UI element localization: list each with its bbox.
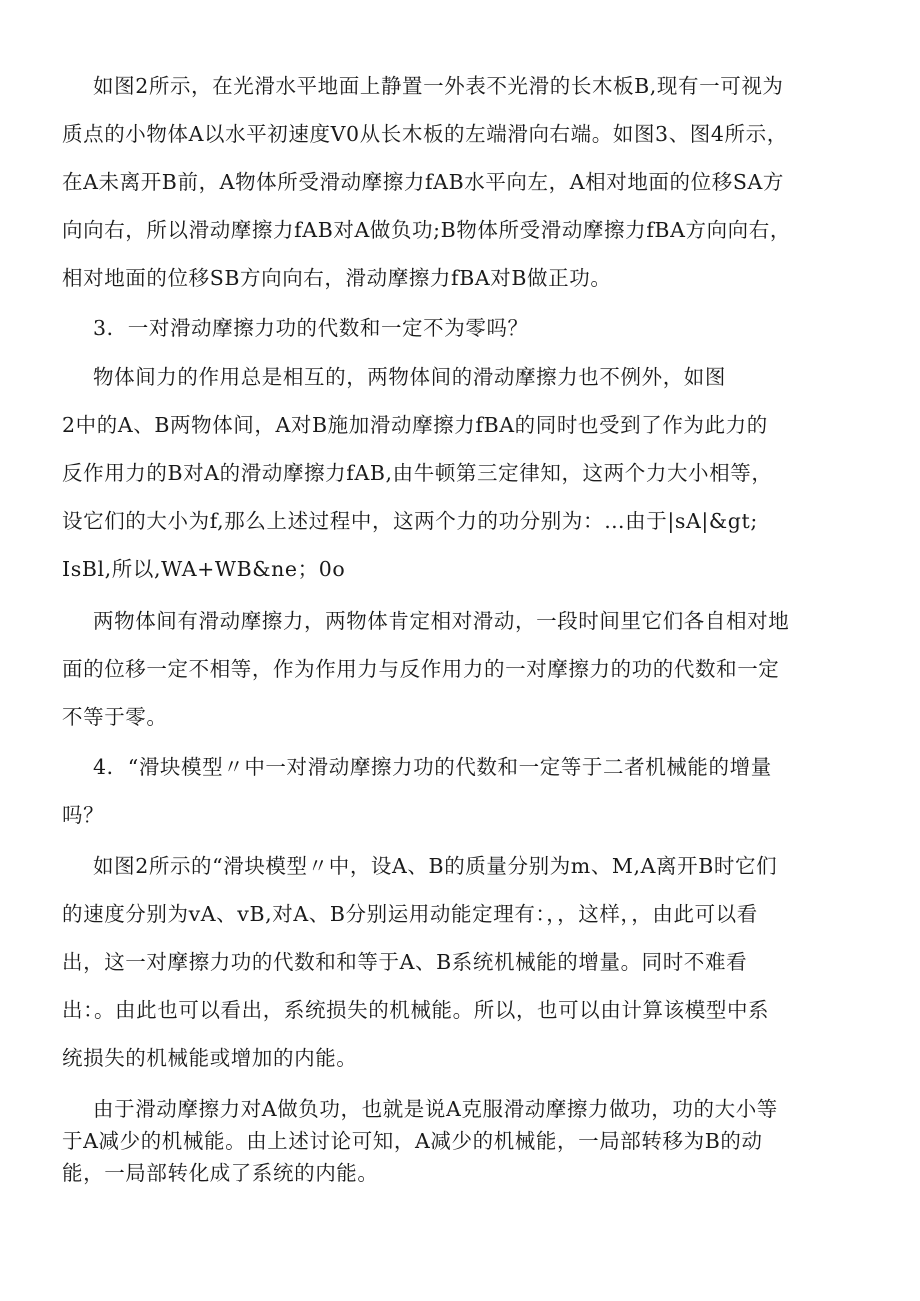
text-line: 出：。由此也可以看出，系统损失的机械能。所以，也可以由计算该模型中系 [62, 998, 770, 1022]
text-line: 反作用力的B对A的滑动摩擦力fAB,由牛顿第三定律知，这两个力大小相等， [62, 461, 773, 485]
text-line: 面的位移一定不相等，作为作用力与反作用力的一对摩擦力的功的代数和一定 [62, 657, 780, 681]
text-line: 的速度分别为vA、vB,对A、B分别运用动能定理有：，，这样，，由此可以看 [62, 902, 758, 926]
text-line: 不等于零。 [62, 705, 168, 729]
text-line: 如图2所示的“滑块模型〃中，设A、B的质量分别为m、M,A离开B时它们 [93, 854, 778, 878]
text-line: 出，这一对摩擦力功的代数和和等于A、B系统机械能的增量。同时不难看 [62, 950, 748, 974]
text-line: 2中的A、B两物体间，A对B施加滑动摩擦力fBA的同时也受到了作为此力的 [62, 413, 768, 437]
text-line: 两物体间有滑动摩擦力，两物体肯定相对滑动，一段时间里它们各自相对地 [93, 609, 790, 633]
text-line: IsBl,所以,WA+WB&ne；0o [62, 557, 346, 581]
section-heading: 吗？ [62, 803, 105, 827]
text-line: 于A减少的机械能。由上述讨论可知，A减少的机械能，一局部转移为B的动 [62, 1129, 763, 1153]
text-line: 质点的小物体A以水平初速度V0从长木板的左端滑向右端。如图3、图4所示， [62, 122, 788, 146]
text-line: 物体间力的作用总是相互的，两物体间的滑动摩擦力也不例外，如图 [93, 365, 726, 389]
text-line: 相对地面的位移SB方向向右，滑动摩擦力fBA对B做正功。 [62, 266, 612, 290]
text-line: 如图2所示，在光滑水平地面上静置一外表不光滑的长木板B,现有一可视为 [93, 74, 784, 98]
section-heading: 4．“滑块模型〃中一对滑动摩擦力功的代数和一定等于二者机械能的增量 [93, 755, 772, 779]
text-line: 统损失的机械能或增加的内能。 [62, 1046, 358, 1070]
text-line: 由于滑动摩擦力对A做负功，也就是说A克服滑动摩擦力做功，功的大小等 [93, 1097, 778, 1121]
text-line: 设它们的大小为f,那么上述过程中，这两个力的功分别为：…由于|sA|&gt; [62, 509, 758, 533]
text-line: 在A未离开B前，A物体所受滑动摩擦力fAB水平向左，A相对地面的位移SA方 [62, 170, 784, 194]
text-line: 向向右，所以滑动摩擦力fAB对A做负功;B物体所受滑动摩擦力fBA方向向右， [62, 218, 791, 242]
section-heading: 3．一对滑动摩擦力功的代数和一定不为零吗？ [93, 316, 529, 340]
text-line: 能，一局部转化成了系统的内能。 [62, 1161, 379, 1185]
